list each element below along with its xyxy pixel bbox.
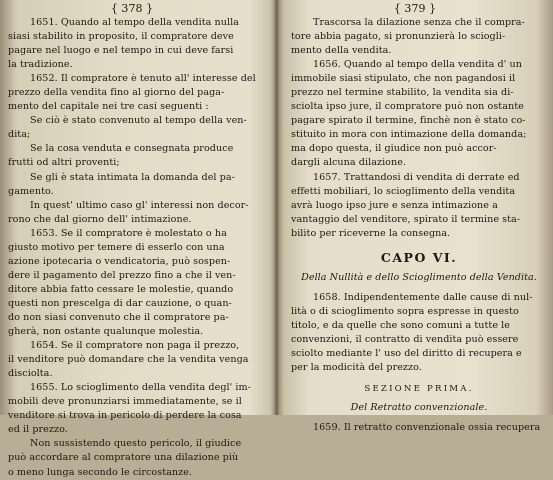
- text-line: la tradizione.: [8, 59, 73, 71]
- text-line: per la modicità del prezzo.: [291, 361, 422, 373]
- right-page: [277, 0, 553, 434]
- section-subtitle: Del Retratto convenzionale.: [350, 402, 488, 414]
- right-page-body: [291, 16, 547, 435]
- text-line: bilito per riceverne la consegna.: [291, 227, 451, 239]
- text-line: Non sussistendo questo pericolo, il giudice: [30, 438, 242, 450]
- text-line: dere il pagamento del prezzo fino a che il ven-: [8, 269, 236, 281]
- text-line: Se la cosa venduta e consegnata produce: [30, 143, 234, 155]
- text-line: prezzo nel termine stabilito, la vendita sia di-: [291, 87, 514, 99]
- text-line: 1651. Quando al tempo della vendita nulla: [30, 17, 239, 28]
- left-page-body: [8, 16, 270, 480]
- text-line: pagare nel luogo e nel tempo in cui deve farsi: [8, 45, 234, 57]
- text-line: ditore abbia fatto cessare le molestie, quando: [8, 283, 234, 295]
- right-page-text-middle: [291, 291, 547, 375]
- text-line: il venditore può domandare che la vendita venga: [8, 354, 249, 366]
- text-line: 1659. Il retratto convenzionale ossia recupera: [313, 422, 541, 434]
- text-line: questi non prescelga di dar cauzione, o quan-: [8, 297, 232, 309]
- section-title: SEZIONE PRIMA.: [364, 384, 474, 395]
- text-line: sciolta ipso jure, il compratore può non ostante: [291, 101, 524, 113]
- left-page-number: { 378 }: [110, 2, 154, 15]
- text-line: frutti od altri proventi;: [8, 157, 120, 169]
- text-line: Trascorsa la dilazione senza che il compra-: [313, 17, 525, 28]
- text-line: lità o di scioglimento sopra espresse in questo: [291, 305, 519, 317]
- text-line: gamento.: [8, 185, 54, 197]
- text-line: 1653. Se il compratore è molestato o ha: [30, 227, 227, 239]
- text-line: 1657. Trattandosi di vendita di derrate ed: [313, 171, 520, 183]
- text-line: venditore si trova in pericolo di perdere la cosa: [8, 410, 242, 422]
- text-line: stituito in mora con intimazione della domanda;: [291, 129, 527, 141]
- text-line: 1656. Quando al tempo della vendita d' un: [313, 59, 522, 71]
- right-page-text-bottom: [291, 421, 547, 435]
- text-line: siasi stabilito in proposito, il compratore deve: [8, 31, 234, 43]
- text-line: pagare spirato il termine, finchè non è stato co-: [291, 115, 526, 127]
- text-line: sciolto mediante l' uso del diritto di recupera e: [291, 347, 522, 359]
- text-line: prezzo della vendita fino al giorno del paga-: [8, 87, 225, 99]
- text-line: 1658. Indipendentemente dalle cause di nul-: [313, 291, 533, 303]
- text-line: ed il prezzo.: [8, 424, 68, 436]
- right-page-text-top: [291, 16, 547, 241]
- text-line: avrà luogo ipso jure e senza intimazione a: [291, 199, 498, 211]
- text-line: tore abbia pagato, si pronunzierà lo sciogli-: [291, 31, 506, 43]
- text-line: può accordare al compratore una dilazione più: [8, 452, 239, 464]
- text-line: titolo, e da quelle che sono comuni a tutte le: [291, 319, 510, 331]
- text-line: effetti mobiliari, lo scioglimento della vendita: [291, 185, 516, 197]
- text-line: Se ciò è stato convenuto al tempo della ven-: [30, 115, 247, 127]
- chapter-title: CAPO VI.: [380, 249, 458, 265]
- text-line: azione ipotecaria o vendicatoria, può sospen-: [8, 255, 231, 267]
- text-line: disciolta.: [8, 368, 53, 380]
- chapter-subtitle: Della Nullità e dello Scioglimento della Vendita.: [301, 271, 537, 283]
- text-line: In quest' ultimo caso gl' interessi non decor-: [30, 199, 249, 211]
- right-page-number: { 379 }: [393, 2, 437, 15]
- text-line: o meno lunga secondo le circostanze.: [8, 466, 193, 478]
- text-line: vantaggio del venditore, spirato il termine sta-: [291, 213, 521, 225]
- text-line: immobile siasi stipulato, che non pagandosi il: [291, 73, 516, 85]
- text-line: ma dopo questa, il giudice non può accor-: [291, 143, 497, 155]
- text-line: Se gli è stata intimata la domanda del pa-: [30, 171, 235, 183]
- left-page: [0, 0, 276, 478]
- text-line: 1655. Lo scioglimento della vendita degl' im-: [30, 382, 251, 394]
- text-line: dargli alcuna dilazione.: [291, 157, 407, 169]
- text-line: mobili deve pronunziarsi immediatamente, se il: [8, 396, 242, 408]
- text-line: gherà, non ostante qualunque molestia.: [8, 326, 204, 338]
- text-line: rono che dal giorno dell' intimazione.: [8, 213, 192, 225]
- text-line: 1652. Il compratore è tenuto all' interesse del: [30, 73, 256, 85]
- text-line: dita;: [8, 129, 31, 141]
- text-line: mento della vendita.: [291, 45, 392, 57]
- text-line: do non siasi convenuto che il compratore pa-: [8, 311, 229, 323]
- text-line: giusto motivo per temere di esserlo con una: [8, 241, 225, 253]
- text-line: convenzioni, il contratto di vendita può essere: [291, 333, 519, 345]
- text-line: mento del capitale nei tre casi seguenti :: [8, 101, 209, 113]
- text-line: 1654. Se il compratore non paga il prezzo,: [30, 340, 240, 352]
